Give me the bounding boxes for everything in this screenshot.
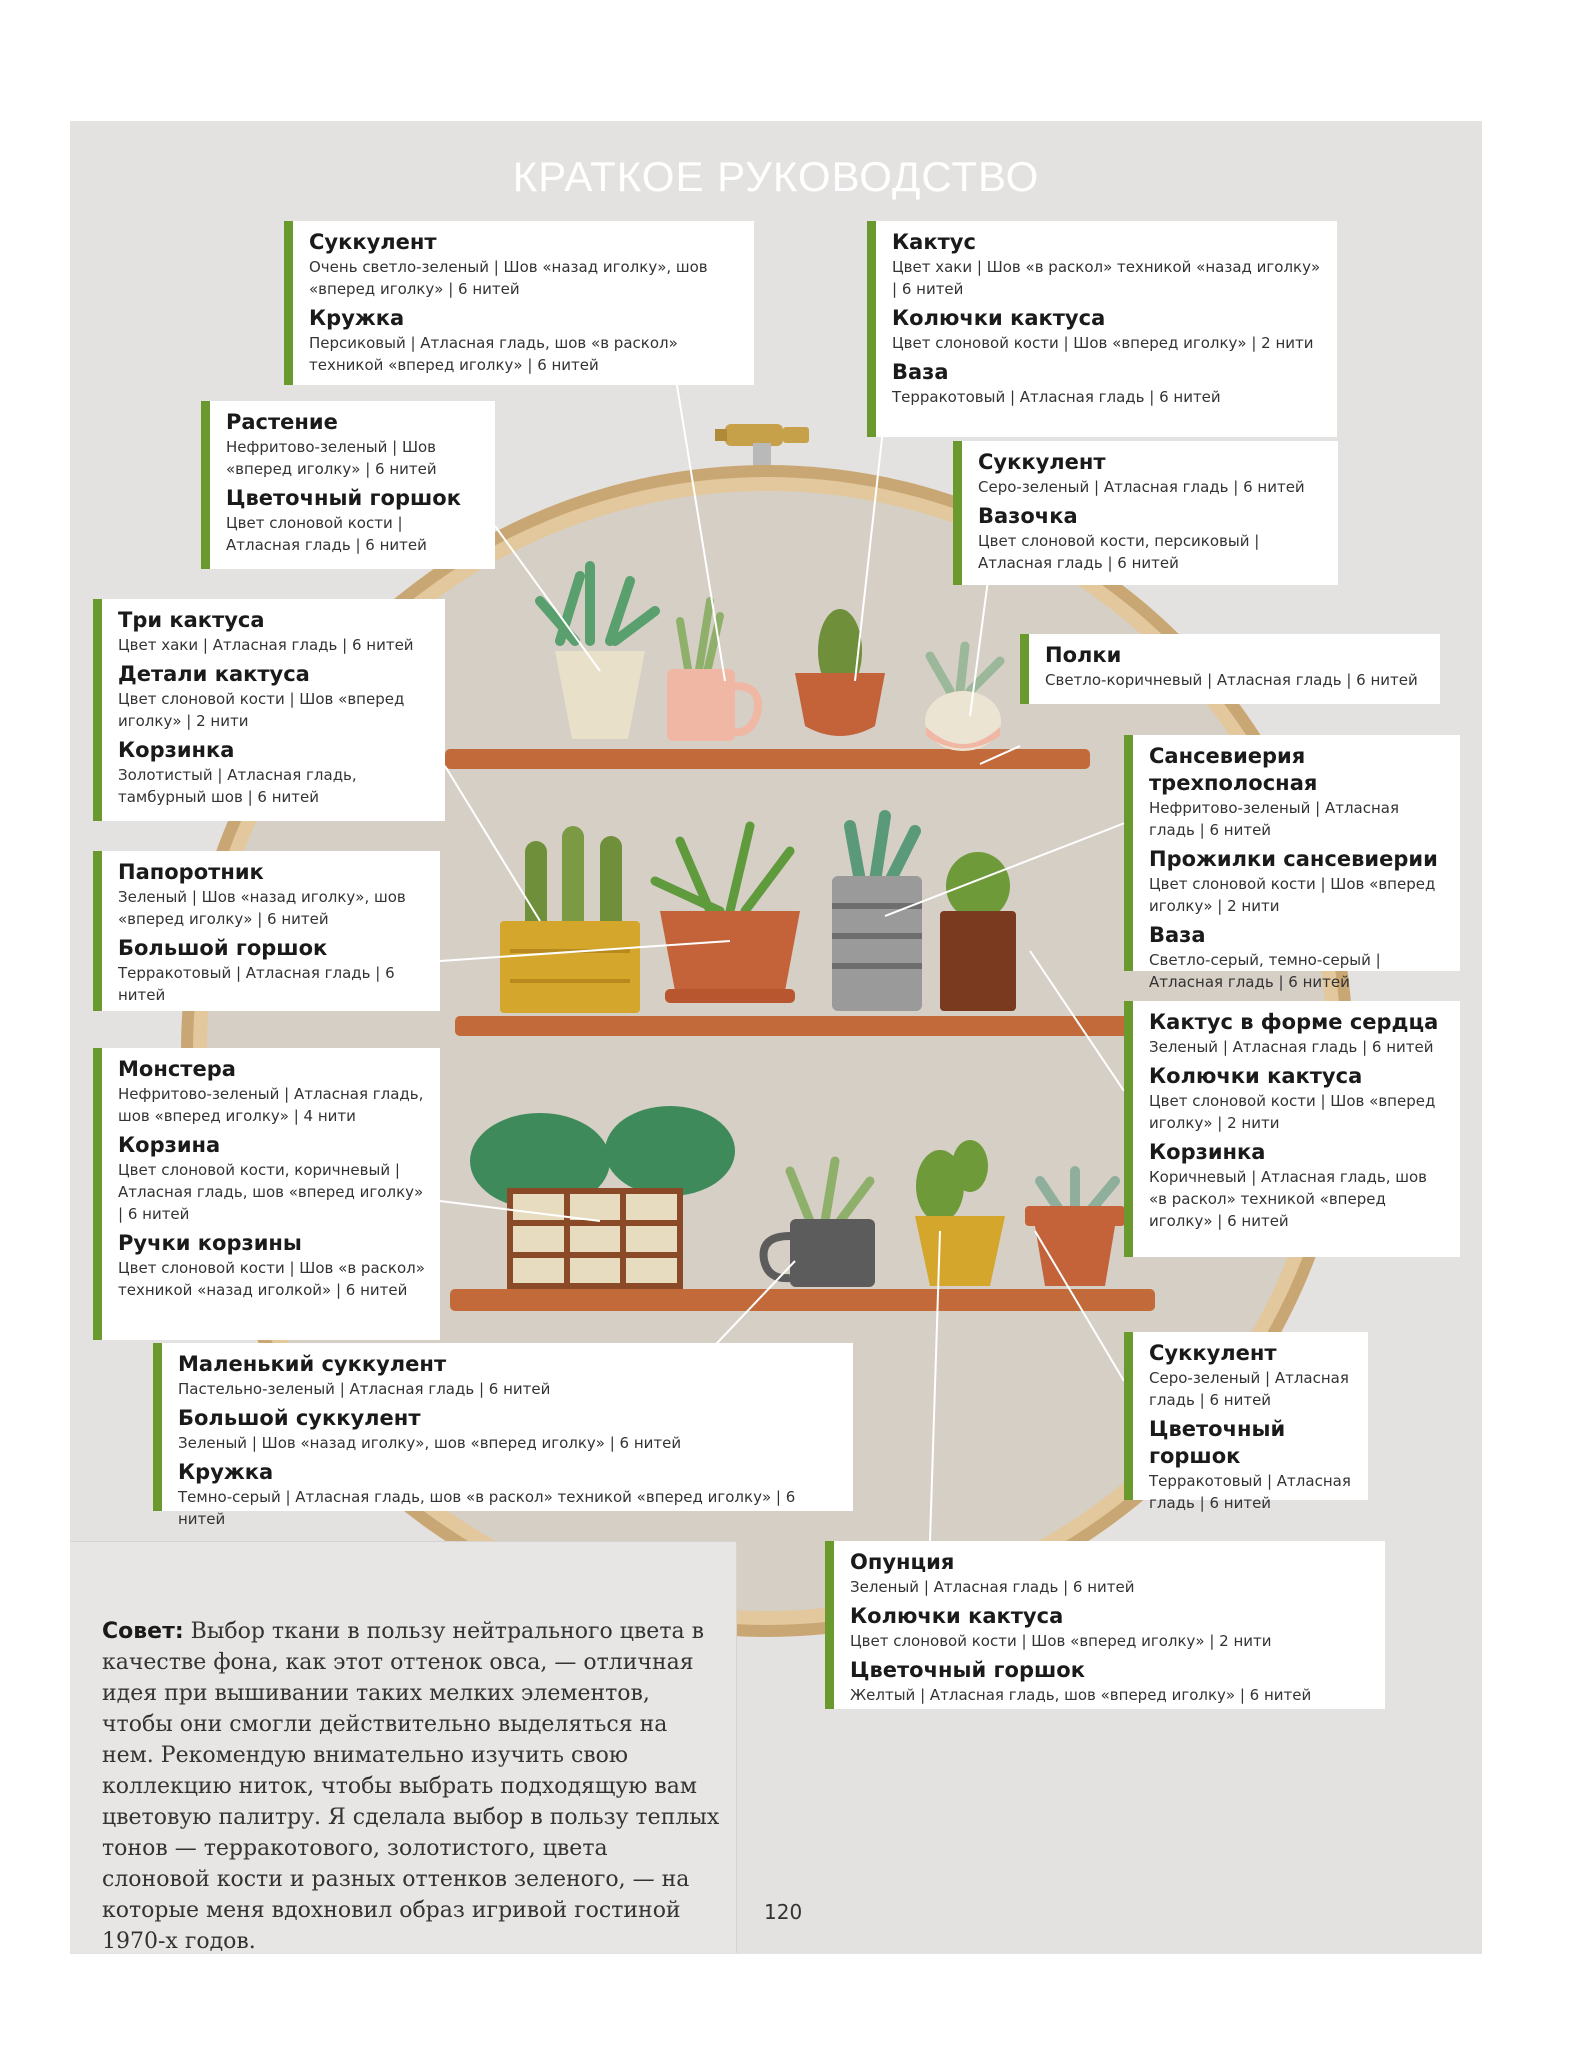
shelf-middle [455, 1016, 1145, 1036]
callout-item [118, 1132, 426, 1225]
callout-item [850, 1549, 1371, 1598]
item-desc: Светло-коричневый | Атласная гладь | 6 нитей [1045, 671, 1418, 689]
item-name: Цветочный горшок [226, 486, 461, 510]
callout-item [1149, 846, 1446, 917]
item-desc: Пастельно-зеленый | Атласная гладь | 6 нитей [178, 1380, 551, 1398]
item-desc: Цвет слоновой кости | Шов «вперед иголку» | 2 нити [850, 1632, 1272, 1650]
callout-item [850, 1657, 1371, 1706]
tip-text [102, 1616, 722, 1957]
item-desc: Цвет слоновой кости | Шов «вперед иголку» | 2 нити [118, 690, 405, 730]
item-name: Колючки кактуса [1149, 1064, 1363, 1088]
item-desc: Темно-серый | Атласная гладь, шов «в раскол» техникой «вперед иголку» | 6 нитей [178, 1488, 796, 1528]
callout-item [309, 305, 740, 376]
callout-item [1045, 642, 1426, 691]
item-name: Цветочный горшок [1149, 1417, 1286, 1468]
item-desc: Цвет слоновой кости, персиковый | Атласная гладь | 6 нитей [978, 532, 1260, 572]
item-desc: Желтый | Атласная гладь, шов «вперед иголку» | 6 нитей [850, 1686, 1312, 1704]
callout-small-succulent-mug [153, 1343, 853, 1528]
item-name: Суккулент [1149, 1341, 1277, 1365]
item-name: Цветочный горшок [850, 1658, 1085, 1682]
item-name: Опунция [850, 1550, 955, 1574]
item-name: Суккулент [978, 450, 1106, 474]
item-desc: Цвет хаки | Шов «в раскол» техникой «назад иголку» | 6 нитей [892, 258, 1321, 298]
callout-item [118, 737, 431, 808]
item-desc: Терракотовый | Атласная гладь | 6 нитей [1149, 1472, 1351, 1512]
item-desc: Нефритово-зеленый | Атласная гладь, шов «вперед иголку» | 4 нити [118, 1085, 424, 1125]
callout-item [226, 409, 481, 480]
item-desc: Зеленый | Шов «назад иголку», шов «вперед иголку» | 6 нитей [118, 888, 406, 928]
page-number: 120 [764, 1900, 803, 1924]
item-name: Кружка [309, 306, 405, 330]
callout-item [1149, 1340, 1354, 1411]
item-name: Маленький суккулент [178, 1352, 447, 1376]
item-name: Прожилки сансевиерии [1149, 847, 1438, 871]
item-name: Кружка [178, 1460, 274, 1484]
item-desc: Зеленый | Атласная гладь | 6 нитей [1149, 1038, 1434, 1056]
callout-item [226, 485, 481, 556]
callout-opuntia [825, 1541, 1385, 1709]
callout-item [892, 305, 1323, 354]
item-desc: Коричневый | Атласная гладь, шов «в раскол» техникой «вперед иголку» | 6 нитей [1149, 1168, 1427, 1230]
tip-label: Совет: [102, 1619, 184, 1644]
item-desc: Зеленый | Атласная гладь | 6 нитей [850, 1578, 1135, 1596]
item-name: Полки [1045, 643, 1122, 667]
item-desc: Цвет слоновой кости | Шов «вперед иголку» | 2 нити [892, 334, 1314, 352]
item-name: Большой горшок [118, 936, 328, 960]
item-name: Колючки кактуса [892, 306, 1106, 330]
item-name: Ваза [1149, 923, 1206, 947]
callout-fern [93, 851, 440, 1011]
item-desc: Цвет слоновой кости | Шов «вперед иголку» | 2 нити [1149, 875, 1436, 915]
item-desc: Цвет хаки | Атласная гладь | 6 нитей [118, 636, 414, 654]
item-desc: Серо-зеленый | Атласная гладь | 6 нитей [1149, 1369, 1349, 1409]
tip-panel [70, 1541, 737, 1953]
callout-heart-cactus [1124, 1001, 1460, 1257]
callout-shelves [1020, 634, 1440, 704]
item-desc: Нефритово-зеленый | Шов «вперед иголку» | 6 нитей [226, 438, 437, 478]
item-desc: Цвет слоновой кости | Атласная гладь | 6 нитей [226, 514, 427, 554]
callout-item [118, 935, 426, 1006]
item-desc: Зеленый | Шов «назад иголку», шов «вперед иголку» | 6 нитей [178, 1434, 682, 1452]
item-desc: Очень светло-зеленый | Шов «назад иголку», шов «вперед иголку» | 6 нитей [309, 258, 708, 298]
callout-cactus-vase [867, 221, 1337, 437]
item-name: Вазочка [978, 504, 1078, 528]
item-name: Корзинка [118, 738, 235, 762]
callout-item [118, 1230, 426, 1301]
item-name: Растение [226, 410, 338, 434]
item-desc: Нефритово-зеленый | Атласная гладь | 6 нитей [1149, 799, 1400, 839]
callout-item [309, 229, 740, 300]
item-desc: Серо-зеленый | Атласная гладь | 6 нитей [978, 478, 1305, 496]
callout-succulent-mug [284, 221, 754, 385]
callout-item [1149, 1009, 1446, 1058]
callout-item [118, 661, 431, 732]
item-name: Кактус в форме сердца [1149, 1010, 1439, 1034]
callout-item [118, 1056, 426, 1127]
callout-monstera [93, 1048, 440, 1340]
item-desc: Терракотовый | Атласная гладь | 6 нитей [892, 388, 1221, 406]
callout-item [850, 1603, 1371, 1652]
callout-item [1149, 1063, 1446, 1134]
item-name: Монстера [118, 1057, 236, 1081]
callout-item [1149, 922, 1446, 993]
item-name: Детали кактуса [118, 662, 310, 686]
callout-succulent-small-vase [953, 441, 1338, 585]
item-name: Большой суккулент [178, 1406, 421, 1430]
tip-body: Выбор ткани в пользу нейтрального цвета в качестве фона, как этот оттенок овса, — отличная идея при вышивании таких мелких элементов, чтобы они смогли действительно выделяться на нем. Рекомендую внимательно изучить свою коллекцию ниток, чтобы выбрать подходящую вам цветовую палитру. Я сделала выбор в пользу теплых тонов — терракотового, золотистого, цвета слоновой кости и разных оттенков зеленого, — на которые меня вдохновил образ игривой гостиной 1970-х годов. [102, 1619, 720, 1954]
callout-sansevieria [1124, 735, 1460, 991]
callout-item [978, 503, 1324, 574]
callout-item [118, 607, 431, 656]
item-desc: Цвет слоновой кости | Шов «в раскол» техникой «назад иголкой» | 6 нитей [118, 1259, 425, 1299]
callout-three-cactus [93, 599, 445, 821]
item-name: Суккулент [309, 230, 437, 254]
callout-item [118, 859, 426, 930]
callout-succulent-terracotta [1124, 1332, 1368, 1512]
heart-cactus-basket [940, 852, 1016, 1011]
item-desc: Светло-серый, темно-серый | Атласная гладь | 6 нитей [1149, 951, 1381, 991]
callout-item [978, 449, 1324, 498]
callout-item [1149, 743, 1446, 841]
callout-item [178, 1351, 839, 1400]
item-name: Кактус [892, 230, 976, 254]
item-name: Три кактуса [118, 608, 265, 632]
item-name: Папоротник [118, 860, 264, 884]
callout-item [178, 1405, 839, 1454]
item-name: Ваза [892, 360, 949, 384]
shelf-bottom [450, 1289, 1155, 1311]
callout-plant-pot [201, 401, 495, 569]
item-desc: Персиковый | Атласная гладь, шов «в раскол» техникой «вперед иголку» | 6 нитей [309, 334, 678, 374]
item-name: Колючки кактуса [850, 1604, 1064, 1628]
callout-item [1149, 1139, 1446, 1232]
page-title: КРАТКОЕ РУКОВОДСТВО [512, 153, 1040, 200]
item-name: Корзинка [1149, 1140, 1266, 1164]
callout-item [1149, 1416, 1354, 1514]
callout-item [892, 359, 1323, 408]
item-name: Сансевиерия трехполосная [1149, 744, 1318, 795]
item-name: Корзина [118, 1133, 221, 1157]
item-desc: Золотистый | Атласная гладь, тамбурный шов | 6 нитей [118, 766, 357, 806]
callout-item [892, 229, 1323, 300]
item-desc: Терракотовый | Атласная гладь | 6 нитей [118, 964, 395, 1004]
item-desc: Цвет слоновой кости | Шов «вперед иголку» | 2 нити [1149, 1092, 1436, 1132]
callout-item [178, 1459, 839, 1530]
item-desc: Цвет слоновой кости, коричневый | Атласная гладь, шов «вперед иголку» | 6 нитей [118, 1161, 424, 1223]
item-name: Ручки корзины [118, 1231, 302, 1255]
